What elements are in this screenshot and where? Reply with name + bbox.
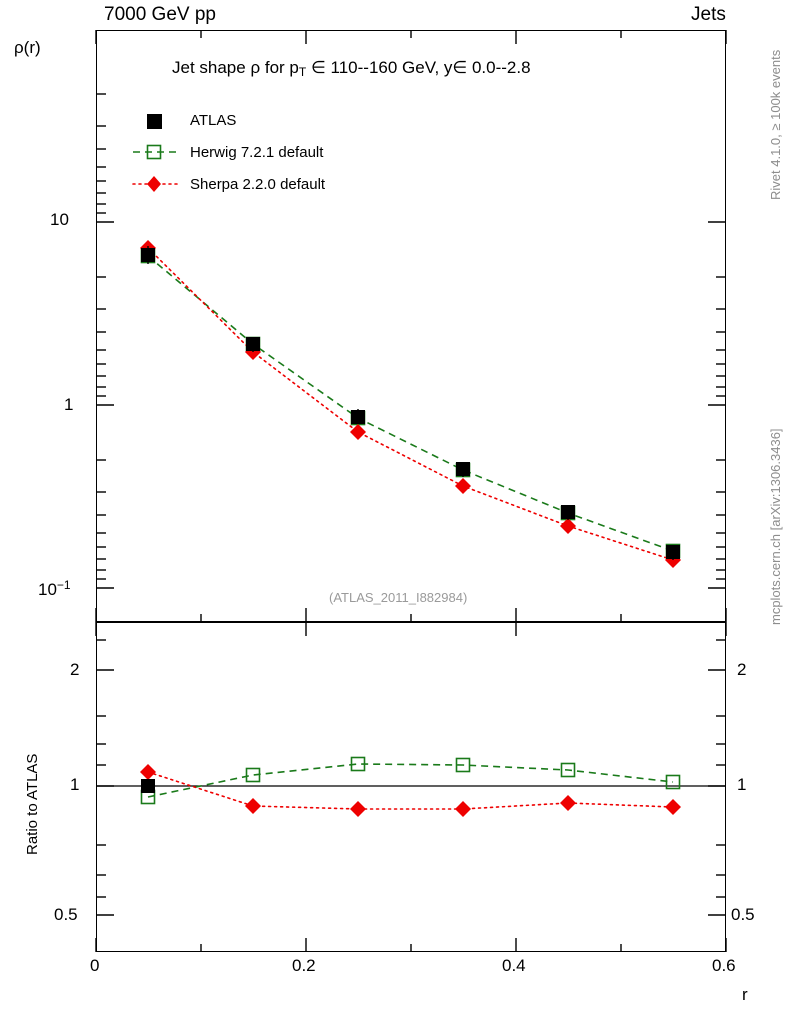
y-axis-label-main: ρ(r) <box>14 38 41 57</box>
header-left: 7000 GeV pp <box>104 4 216 25</box>
title-post: ∈ 110--160 GeV, y∈ 0.0--2.8 <box>310 58 531 77</box>
ratio-ytick-2-right: 2 <box>737 660 747 679</box>
series-sherpa-main <box>140 240 681 568</box>
x-axis-label: r <box>742 985 748 1004</box>
xtick-0p4: 0.4 <box>502 956 526 975</box>
dataset-watermark: (ATLAS_2011_I882984) <box>329 590 468 605</box>
side-text-rivet: Rivet 4.1.0, ≥ 100k events <box>768 49 783 200</box>
main-axis-ticks <box>96 30 726 622</box>
header-right: Jets <box>691 4 726 25</box>
title-pre: Jet shape <box>172 58 246 77</box>
series-atlas-main <box>141 246 680 560</box>
title-subscript: T <box>298 65 307 79</box>
y-axis-label-ratio: Ratio to ATLAS <box>24 753 41 855</box>
ratio-ytick-1-left: 1 <box>70 775 80 794</box>
ratio-ytick-0p5-left: 0.5 <box>54 905 78 924</box>
legend-label-atlas: ATLAS <box>190 112 237 129</box>
series-herwig-main <box>142 250 680 558</box>
title-rho: ρ <box>250 58 261 77</box>
legend-label-sherpa: Sherpa 2.2.0 default <box>190 176 326 193</box>
main-ytick-1: 1 <box>64 395 74 414</box>
series-sherpa-ratio <box>140 764 681 817</box>
side-text-mcplots: mcplots.cern.ch [arXiv:1306.3436] <box>768 428 783 625</box>
main-ytick-10: 10 <box>50 210 69 229</box>
xtick-0p6: 0.6 <box>712 956 736 975</box>
main-ytick-0p1: $10^{-1}$ <box>38 578 71 599</box>
ratio-ytick-1-right: 1 <box>737 775 747 794</box>
ratio-ytick-2-left: 2 <box>70 660 80 679</box>
legend-label-herwig: Herwig 7.2.1 default <box>190 144 324 161</box>
xtick-0p2: 0.2 <box>292 956 316 975</box>
title-for: for p <box>264 58 299 77</box>
series-atlas-ratio <box>141 779 155 793</box>
ratio-axis-ticks <box>96 622 726 952</box>
xtick-0: 0 <box>90 956 100 975</box>
ratio-ytick-0p5-right: 0.5 <box>731 905 755 924</box>
